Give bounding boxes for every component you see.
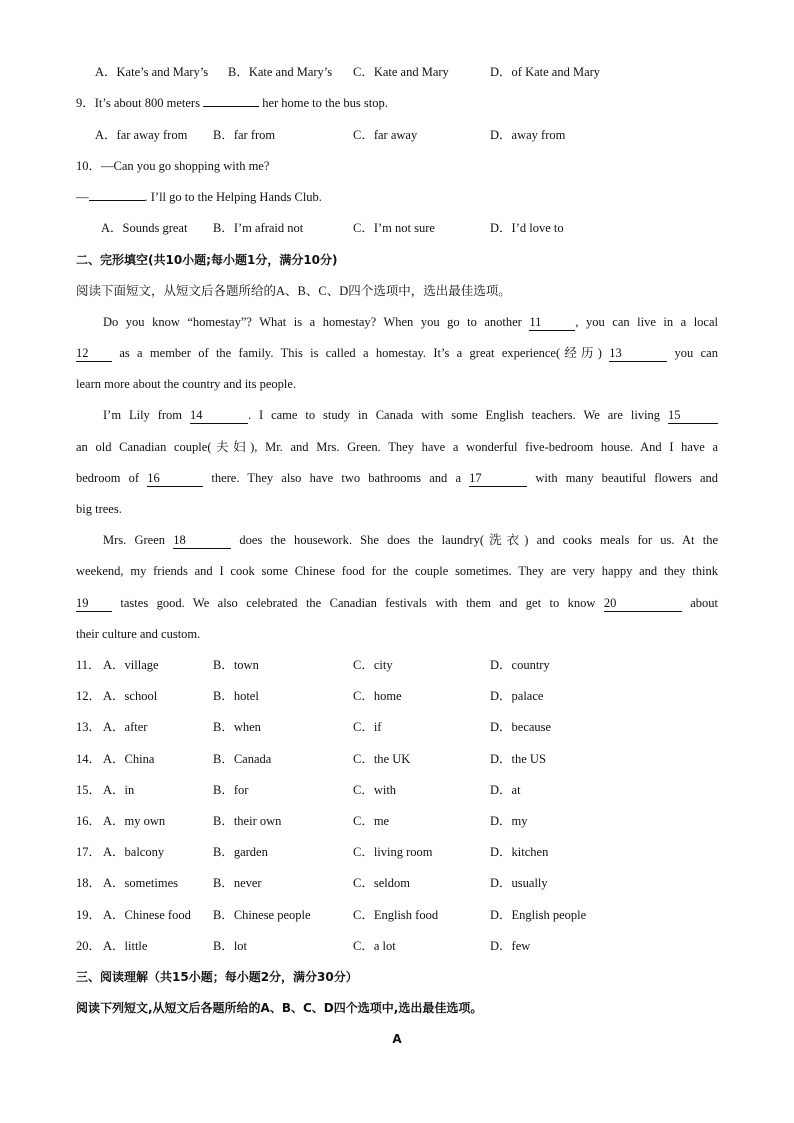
option-number: 15． bbox=[76, 783, 102, 797]
section2-title: 二、完形填空(共10小题;每小题1分，满分10分) bbox=[76, 253, 338, 267]
passage-line-9: weekend, my friends and I cook some Chinese food for the couple sometimes. They are very happy and they think bbox=[76, 564, 718, 578]
q9-option-d: D．away from bbox=[490, 128, 566, 142]
passage-text: there. They also have two bathrooms and a bbox=[203, 471, 470, 485]
option-c: C．with bbox=[353, 783, 397, 797]
passage-line-7: big trees. bbox=[76, 502, 122, 516]
q10-option-c: C．I’m not sure bbox=[353, 221, 435, 235]
option-b: B．when bbox=[213, 720, 261, 734]
section3-title: 三、阅读理解（共15小题；每小题2分，满分30分） bbox=[76, 970, 358, 984]
option-row bbox=[76, 905, 718, 925]
option-d: D．palace bbox=[490, 689, 544, 703]
q9-options bbox=[76, 125, 718, 145]
section2-instruction: 阅读下面短文，从短文后各题所给的A、B、C、D四个选项中，选出最佳选项。 bbox=[76, 284, 511, 298]
option-b: B．Canada bbox=[213, 752, 272, 766]
option-c: C．living room bbox=[353, 845, 433, 859]
blank-14: 14 bbox=[190, 408, 248, 424]
q10-blank bbox=[89, 200, 145, 201]
option-a: A．in bbox=[103, 783, 135, 797]
option-d: D．few bbox=[490, 939, 531, 953]
option-c: C．me bbox=[353, 814, 390, 828]
option-b: B．hotel bbox=[213, 689, 259, 703]
passage-line-8 bbox=[103, 530, 718, 550]
q9-option-c: C．far away bbox=[353, 128, 418, 142]
option-a: A．sometimes bbox=[103, 876, 178, 890]
option-a: A．after bbox=[103, 720, 148, 734]
option-a: A．China bbox=[103, 752, 155, 766]
option-row bbox=[76, 780, 718, 800]
option-b: B．garden bbox=[213, 845, 268, 859]
passage-text: , you can live in a local bbox=[575, 315, 718, 329]
option-a: A．little bbox=[103, 939, 148, 953]
passage-text: Mrs. Green bbox=[103, 533, 174, 547]
q10-option-a: A．Sounds great bbox=[101, 221, 188, 235]
passage-text: . I came to study in Canada with some English teachers. We are living bbox=[247, 408, 668, 422]
option-number: 11． bbox=[76, 658, 101, 672]
passage-text: Do you know “homestay”? What is a homestay? When you go to another bbox=[103, 315, 530, 329]
q10-option-d: D．I’d love to bbox=[490, 221, 564, 235]
passage-text: about bbox=[681, 596, 718, 610]
q8-option-a: A．Kate’s and Mary’s bbox=[95, 65, 209, 79]
blank-13: 13 bbox=[609, 346, 667, 362]
q10-options bbox=[76, 218, 718, 238]
passage-line-10 bbox=[76, 593, 718, 613]
passage-line-11: their culture and custom. bbox=[76, 627, 201, 641]
passage-text: I’m Lily from bbox=[103, 408, 190, 422]
passage-text: with many beautiful flowers and bbox=[527, 471, 718, 485]
option-number: 19． bbox=[76, 908, 102, 922]
passage-text: does the housework. She does the laundry(洗衣) and cooks meals for us. At the bbox=[231, 533, 718, 547]
option-a: A．school bbox=[103, 689, 158, 703]
option-row bbox=[76, 749, 718, 769]
blank-12: 12 bbox=[76, 346, 112, 362]
option-d: D．English people bbox=[490, 908, 587, 922]
passage-text: bedroom of bbox=[76, 471, 148, 485]
passage-line-4 bbox=[103, 405, 718, 425]
q10-reply bbox=[76, 187, 718, 207]
option-c: C．the UK bbox=[353, 752, 411, 766]
option-c: C．home bbox=[353, 689, 402, 703]
q9-stem-before: 9．It’s about 800 meters bbox=[76, 96, 204, 110]
blank-20: 20 bbox=[604, 596, 682, 612]
option-row bbox=[76, 936, 718, 956]
q10-reply-rest: . I’ll go to the Helping Hands Club. bbox=[144, 190, 322, 204]
q9-option-a: A．far away from bbox=[95, 128, 188, 142]
option-d: D．because bbox=[490, 720, 552, 734]
option-b: B．for bbox=[213, 783, 249, 797]
blank-19: 19 bbox=[76, 596, 112, 612]
option-a: A．balcony bbox=[103, 845, 165, 859]
blank-11: 11 bbox=[529, 315, 575, 331]
q10-reply-dash: — bbox=[76, 190, 89, 204]
passage-text: as a member of the family. This is called a homestay. It’s a great experience(经历) bbox=[112, 346, 610, 360]
blank-17: 17 bbox=[469, 471, 527, 487]
q9-stem bbox=[76, 93, 718, 113]
q9-blank bbox=[203, 106, 259, 107]
option-a: A．my own bbox=[103, 814, 166, 828]
option-d: D．my bbox=[490, 814, 528, 828]
q8-options bbox=[76, 62, 718, 82]
option-d: D．kitchen bbox=[490, 845, 549, 859]
option-c: C．city bbox=[353, 658, 393, 672]
passage-line-1 bbox=[103, 312, 718, 332]
option-b: B．their own bbox=[213, 814, 282, 828]
q8-option-d: D．of Kate and Mary bbox=[490, 65, 601, 79]
option-d: D．at bbox=[490, 783, 521, 797]
passage-a-label: A bbox=[392, 1032, 402, 1046]
q9-option-b: B．far from bbox=[213, 128, 276, 142]
option-b: B．never bbox=[213, 876, 262, 890]
section3-instruction: 阅读下列短文,从短文后各题所给的A、B、C、D四个选项中,选出最佳选项。 bbox=[76, 1001, 483, 1015]
option-c: C．if bbox=[353, 720, 382, 734]
q9-stem-after: her home to the bus stop. bbox=[259, 96, 388, 110]
blank-18: 18 bbox=[173, 533, 231, 549]
option-d: D．the US bbox=[490, 752, 546, 766]
option-number: 16． bbox=[76, 814, 102, 828]
option-b: B．lot bbox=[213, 939, 248, 953]
passage-line-5: an old Canadian couple(夫妇), Mr. and Mrs. Green. They have a wonderful five-bedroom house. And I have a bbox=[76, 440, 718, 454]
option-b: B．town bbox=[213, 658, 259, 672]
q8-option-b: B．Kate and Mary’s bbox=[228, 65, 333, 79]
passage-text: you can bbox=[667, 346, 718, 360]
option-a: A．Chinese food bbox=[103, 908, 191, 922]
blank-16: 16 bbox=[147, 471, 203, 487]
option-row bbox=[76, 655, 718, 675]
q10-stem: 10．—Can you go shopping with me? bbox=[76, 159, 270, 173]
q8-option-c: C．Kate and Mary bbox=[353, 65, 449, 79]
option-number: 17． bbox=[76, 845, 102, 859]
option-row bbox=[76, 873, 718, 893]
option-number: 12． bbox=[76, 689, 102, 703]
option-number: 14． bbox=[76, 752, 102, 766]
option-number: 13． bbox=[76, 720, 102, 734]
option-number: 18． bbox=[76, 876, 102, 890]
q10-option-b: B．I’m afraid not bbox=[213, 221, 304, 235]
option-row bbox=[76, 717, 718, 737]
passage-line-6 bbox=[76, 468, 718, 488]
option-c: C．seldom bbox=[353, 876, 410, 890]
option-d: D．country bbox=[490, 658, 550, 672]
option-d: D．usually bbox=[490, 876, 548, 890]
option-row bbox=[76, 811, 718, 831]
passage-line-3: learn more about the country and its people. bbox=[76, 377, 297, 391]
passage-line-2 bbox=[76, 343, 718, 363]
option-b: B．Chinese people bbox=[213, 908, 311, 922]
option-a: A．village bbox=[103, 658, 159, 672]
option-c: C．a lot bbox=[353, 939, 396, 953]
option-number: 20． bbox=[76, 939, 102, 953]
option-row bbox=[76, 842, 718, 862]
option-c: C．English food bbox=[353, 908, 439, 922]
blank-15: 15 bbox=[668, 408, 718, 424]
passage-text: tastes good. We also celebrated the Canadian festivals with them and get to know bbox=[112, 596, 604, 610]
option-row bbox=[76, 686, 718, 706]
